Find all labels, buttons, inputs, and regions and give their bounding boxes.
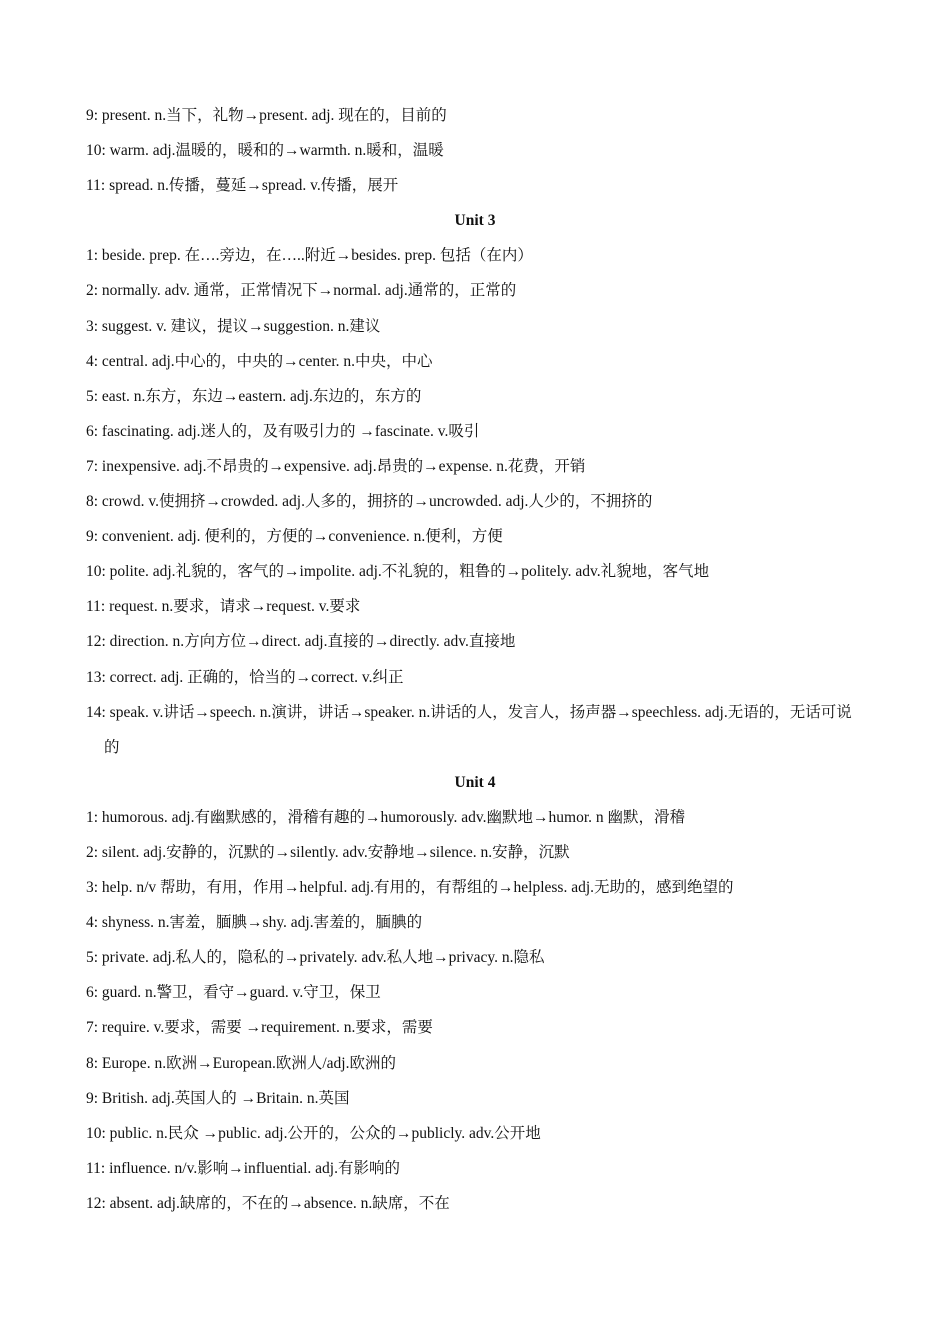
list-item: 7: inexpensive. adj.不昂贵的→expensive. adj.昂贵的→expense. n.花费，开销: [86, 457, 586, 475]
list-item: 6: fascinating. adj.迷人的，及有吸引力的 →fascinate. v.吸引: [86, 422, 480, 440]
list-item: 8: crowd. v.使拥挤→crowded. adj.人多的，拥挤的→uncrowded. adj.人少的，不拥挤的: [86, 493, 653, 511]
list-item: 3: suggest. v. 建议，提议→suggestion. n.建议: [86, 317, 381, 335]
list-item: 4: central. adj.中心的，中央的→center. n.中央，中心: [86, 352, 433, 370]
list-item: 5: private. adj.私人的，隐私的→privately. adv.私人地→privacy. n.隐私: [86, 949, 545, 967]
list-item: 10: public. n.民众 →public. adj.公开的，公众的→publicly. adv.公开地: [86, 1124, 541, 1142]
list-item: 2: normally. adv. 通常，正常情况下→normal. adj.通常的，正常的: [86, 282, 517, 300]
vocabulary-list: [86, 98, 866, 1221]
list-item: 9: British. adj.英国人的 →Britain. n.英国: [86, 1089, 350, 1107]
list-item: 1: beside. prep. 在….旁边，在…..附近→besides. prep. 包括（在内）: [86, 247, 533, 265]
list-item: 5: east. n.东方，东边→eastern. adj.东边的，东方的: [86, 387, 422, 405]
list-item: 12: absent. adj.缺席的，不在的→absence. n.缺席，不在: [86, 1194, 450, 1212]
list-item: 10: warm. adj.温暖的，暖和的→warmth. n.暖和，温暖: [86, 142, 444, 160]
list-item: 7: require. v.要求，需要 →requirement. n.要求，需要: [86, 1019, 433, 1037]
list-item: 14: speak. v.讲话→speech. n.演讲，讲话→speaker. n.讲话的人，发言人，扬声器→speechless. adj.无语的，无话可说的: [86, 703, 852, 756]
list-item: 3: help. n/v 帮助，有用，作用→helpful. adj.有用的，有帮组的→helpless. adj.无助的，感到绝望的: [86, 879, 734, 897]
list-item: 10: polite. adj.礼貌的，客气的→impolite. adj.不礼貌的，粗鲁的→politely. adv.礼貌地，客气地: [86, 563, 710, 581]
list-item: 11: request. n.要求，请求→request. v.要求: [86, 598, 361, 616]
unit-3-heading: Unit 3: [454, 212, 496, 230]
list-item: 11: influence. n/v.影响→influential. adj.有影响的: [86, 1159, 400, 1177]
list-item: 11: spread. n.传播，蔓延→spread. v.传播，展开: [86, 177, 399, 195]
unit-4-heading: Unit 4: [454, 773, 496, 791]
list-item: 4: shyness. n.害羞，腼腆→shy. adj.害羞的，腼腆的: [86, 914, 423, 932]
list-item: 9: convenient. adj. 便利的，方便的→convenience. n.便利，方便: [86, 528, 503, 546]
list-item: 2: silent. adj.安静的，沉默的→silently. adv.安静地→silence. n.安静，沉默: [86, 843, 570, 861]
list-item: 1: humorous. adj.有幽默感的，滑稽有趣的→humorously. adv.幽默地→humor. n 幽默，滑稽: [86, 808, 686, 826]
list-item: 9: present. n.当下，礼物→present. adj. 现在的，目前的: [86, 107, 447, 124]
list-item: 8: Europe. n.欧洲→European.欧洲人/adj.欧洲的: [86, 1054, 396, 1072]
list-item: 13: correct. adj. 正确的，恰当的→correct. v.纠正: [86, 668, 404, 686]
list-item: 12: direction. n.方向方位→direct. adj.直接的→directly. adv.直接地: [86, 633, 516, 651]
list-item: 6: guard. n.警卫，看守→guard. v.守卫，保卫: [86, 984, 381, 1002]
